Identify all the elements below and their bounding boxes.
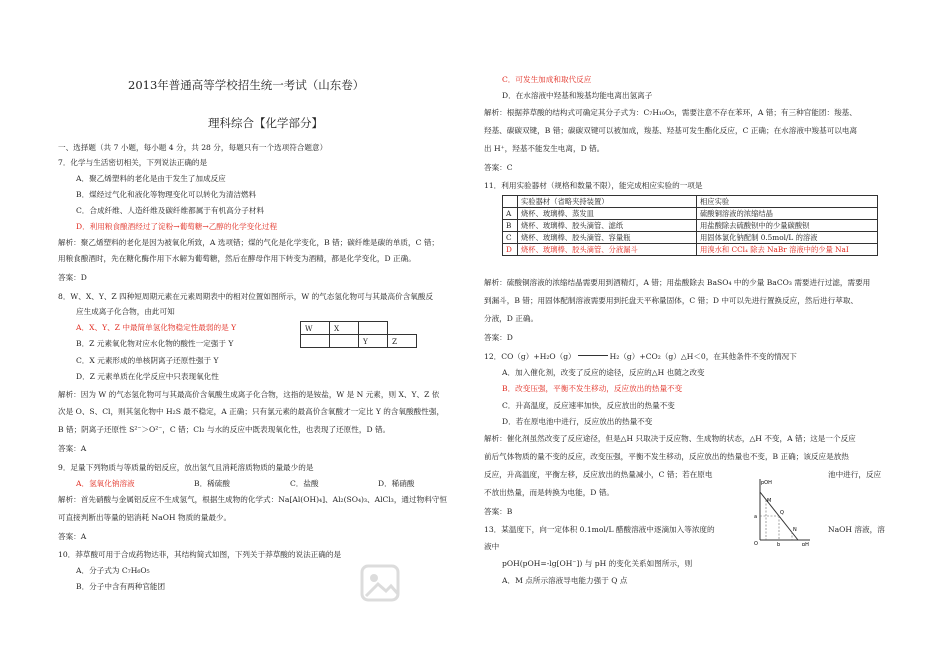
q10-explanation-1: 解析：根据莽草酸的结构式可确定其分子式为：C₇H₁₀O₅，需要注意不存在苯环，A 错；有三种官能团：羧基、 xyxy=(484,108,857,117)
q12-explanation-2: 前后气体物质的量不变的反应，改变压强，平衡不发生移动，反应放出的热量也不变，B 正确；该反应是放热 xyxy=(484,452,849,461)
q11-stem: 11．利用实验器材（规格和数量不限），能完成相应实验的一项是 xyxy=(484,181,703,190)
q9-answer: 答案：A xyxy=(58,532,87,541)
q9-option-a: A．氢氧化钠溶液 xyxy=(76,479,135,488)
q9-explanation-2: 可直接判断出等量的铝消耗 NaOH 物质的量最少。 xyxy=(58,513,232,522)
table-cell-experiment: 用固体氯化钠配制 0.5mol/L 的溶液 xyxy=(697,232,878,244)
q12-products: H₂（g）+CO₂（g）△H＜0，在其他条件不变的情况下 xyxy=(609,352,797,361)
graph-label-a: a xyxy=(754,514,758,520)
q12-option-b: B．改变压强，平衡不发生移动，反应放出的热量不变 xyxy=(502,384,683,393)
q8-stem-2: 应生成离子化合物，由此可知 xyxy=(76,307,175,316)
grid-cell-y: Y xyxy=(359,335,388,348)
q12-reactants: 12．CO（g）+H₂O（g） xyxy=(484,352,576,361)
graph-point-m: M xyxy=(767,498,772,504)
q7-answer: 答案：D xyxy=(58,273,87,282)
table-cell-equipment: 烧杯、玻璃棒、胶头滴管、分液漏斗 xyxy=(518,244,697,256)
page-subtitle: 理科综合【化学部分】 xyxy=(208,116,323,130)
q8-explanation-2: 次是 O、S、Cl，则其氢化物中 H₂S 最不稳定，A 正确；只有氯元素的最高价含氧酸才一定比 Y 的含氧酸酸性强， xyxy=(58,407,445,416)
q12-answer: 答案：B xyxy=(484,507,513,516)
q12-explanation-3a: 反应，升高温度，平衡左移，反应放出的热量减小，C 错；若在原电 xyxy=(484,470,713,479)
table-cell-equipment: 烧杯、玻璃棒、胶头滴管、容量瓶 xyxy=(518,232,697,244)
table-cell-experiment: 用溴水和 CCl₄ 除去 NaBr 溶液中的少量 NaI xyxy=(697,244,878,256)
q11-explanation-2: 到漏斗，B 错；用固体配制溶液需要用到托盘天平称量固体，C 错；D 中可以先进行置换反应，然后进行萃取、 xyxy=(484,296,859,305)
page-title: 2013年普通高等学校招生统一考试（山东卷） xyxy=(128,78,365,92)
q8-option-a: A．X、Y、Z 中最简单氢化物稳定性最弱的是 Y xyxy=(76,323,237,332)
q7-explanation-1: 解析：聚乙烯塑料的老化是因为被氧化所致，A 选项错；煤的气化是化学变化，B 错；碳纤维是碳的单质，C 错； xyxy=(58,238,440,247)
q11-answer: 答案：D xyxy=(484,333,513,342)
q8-explanation-1: 解析：因为 W 的气态氢化物可与其最高价含氧酸生成离子化合物，这指的是铵盐，W 是 N 元素，则 X、Y、Z 依 xyxy=(58,390,440,399)
q13-stem-1a: 13．某温度下，向一定体积 0.1mol/L 醋酸溶液中逐滴加入等浓度的 xyxy=(484,525,715,534)
graph-point-n: N xyxy=(793,527,797,533)
q9-option-c: C．盐酸 xyxy=(290,479,319,488)
table-cell-equipment: 烧杯、玻璃棒、蒸发皿 xyxy=(518,208,697,220)
table-cell-option: A xyxy=(503,208,518,220)
q8-option-c: C．X 元素形成的单核阴离子还原性强于 Y xyxy=(76,356,219,365)
q7-option-d: D．利用粮食酿酒经过了淀粉→葡萄糖→乙醇的化学变化过程 xyxy=(76,222,278,231)
table-cell-experiment: 用盐酸除去硫酸钡中的少量碳酸钡 xyxy=(697,220,878,232)
q12-option-c: C．升高温度，反应速率加快，反应放出的热量不变 xyxy=(502,401,675,410)
q8-explanation-3: B 错；阴离子还原性 S²⁻＞O²⁻，C 错；Cl₂ 与水的反应中既表现氧化性，也表现了还原性，D 错。 xyxy=(58,425,391,434)
q7-option-b: B．煤经过气化和液化等物理变化可以转化为清洁燃料 xyxy=(76,190,257,199)
q10-option-d: D．在水溶液中羟基和羧基均能电离出氢离子 xyxy=(502,91,653,100)
image-watermark-icon xyxy=(358,560,404,606)
table-header-experiment: 相应实验 xyxy=(697,196,878,208)
q7-explanation-2: 用粮食酿酒时，先在糖化酶作用下水解为葡萄糖，然后在酵母作用下转变为酒精，都是化学变化，D 正确。 xyxy=(58,254,416,263)
graph-x-label: pH xyxy=(802,542,809,546)
grid-cell-w: W xyxy=(301,322,330,335)
q11-experiment-table xyxy=(502,195,878,256)
table-cell-option: C xyxy=(503,232,518,244)
q12-explanation-1: 解析：催化剂虽然改变了反应途径，但是△H 只取决于反应物、生成物的状态，△H 不变，A 错；这是一个反应 xyxy=(484,434,856,443)
q11-explanation-3: 分液，D 正确。 xyxy=(484,314,539,323)
q13-stem-1b: NaOH 溶液，溶 xyxy=(828,525,885,534)
q10-answer: 答案：C xyxy=(484,163,513,172)
q12-option-d: D．若在原电池中进行，反应放出的热量不变 xyxy=(502,417,653,426)
q10-stem: 10．莽草酸可用于合成药物达菲，其结构简式如图，下列关于莽草酸的说法正确的是 xyxy=(58,550,342,559)
equilibrium-arrow-icon xyxy=(578,355,608,356)
table-cell-experiment: 硫酸铜溶液的浓缩结晶 xyxy=(697,208,878,220)
q7-option-c: C．合成纤维、人造纤维及碳纤维都属于有机高分子材料 xyxy=(76,206,265,215)
grid-cell-z: Z xyxy=(388,335,417,348)
q10-option-a: A．分子式为 C₇H₆O₅ xyxy=(76,566,150,575)
q13-stem-2: 液中 xyxy=(484,542,500,551)
table-cell-option: B xyxy=(503,220,518,232)
grid-cell-x: X xyxy=(330,322,359,335)
q9-stem: 9．足量下列物质与等质量的铝反应，放出氢气且消耗溶质物质的量最少的是 xyxy=(58,463,314,472)
graph-label-origin: O xyxy=(754,541,758,546)
q8-stem-1: 8．W、X、Y、Z 四种短周期元素在元素周期表中的相对位置如图所示，W 的气态氢化物可与其最高价含氧酸反 xyxy=(58,292,434,301)
q10-explanation-2: 羟基、碳碳双键，B 错；碳碳双键可以被加成，羧基、羟基可发生酯化反应，C 正确；在水溶液中羧基可以电离 xyxy=(484,126,858,135)
q9-option-d: D．稀硝酸 xyxy=(378,479,415,488)
table-header-equipment: 实验器材（省略夹持装置） xyxy=(518,196,697,208)
periodic-position-grid xyxy=(300,321,417,348)
q12-stem xyxy=(484,352,797,362)
poh-ph-graph xyxy=(752,476,812,546)
q11-explanation-1: 解析：硫酸铜溶液的浓缩结晶需要用到酒精灯，A 错；用盐酸除去 BaSO₄ 中的少量 BaCO₃ 需要进行过滤，需要用 xyxy=(484,278,871,287)
graph-label-b: b xyxy=(777,542,781,546)
table-cell-equipment: 烧杯、玻璃棒、胶头滴管、滤纸 xyxy=(518,220,697,232)
graph-y-label: pOH xyxy=(761,480,772,486)
q10-explanation-3: 出 H⁺，羟基不能发生电离，D 错。 xyxy=(484,144,605,153)
q8-answer: 答案：A xyxy=(58,444,87,453)
q9-explanation-1: 解析：首先硝酸与金属铝反应不生成氢气，根据生成物的化学式：Na[Al(OH)₄]、Al₂(SO₄)₃、AlCl₃，通过物料守恒 xyxy=(58,495,447,504)
q12-explanation-3b: 池中进行，反应 xyxy=(828,470,882,479)
section-heading: 一、选择题（共 7 小题，每小题 4 分，共 28 分，每题只有一个选项符合题意） xyxy=(58,143,328,152)
q12-option-a: A．加入催化剂，改变了反应的途径，反应的△H 也随之改变 xyxy=(502,368,705,377)
q10-option-b: B．分子中含有两种官能团 xyxy=(76,582,166,591)
q8-option-b: B．Z 元素氧化物对应水化物的酸性一定强于 Y xyxy=(76,339,234,348)
q7-option-a: A．聚乙烯塑料的老化是由于发生了加成反应 xyxy=(76,174,226,183)
graph-point-q: Q xyxy=(780,510,784,516)
q9-option-b: B．稀硫酸 xyxy=(194,479,230,488)
q13-stem-3: pOH(pOH=-lg[OH⁻]) 与 pH 的变化关系如图所示，则 xyxy=(502,559,693,568)
q7-stem: 7．化学与生活密切相关，下列说法正确的是 xyxy=(58,158,208,167)
table-cell-option: D xyxy=(503,244,518,256)
q13-option-a: A．M 点所示溶液导电能力强于 Q 点 xyxy=(502,576,628,585)
q8-option-d: D．Z 元素单质在化学反应中只表现氧化性 xyxy=(76,372,219,381)
q12-explanation-4: 不放出热量，而是转换为电能，D 错。 xyxy=(484,488,615,497)
q10-option-c: C．可发生加成和取代反应 xyxy=(502,75,592,84)
